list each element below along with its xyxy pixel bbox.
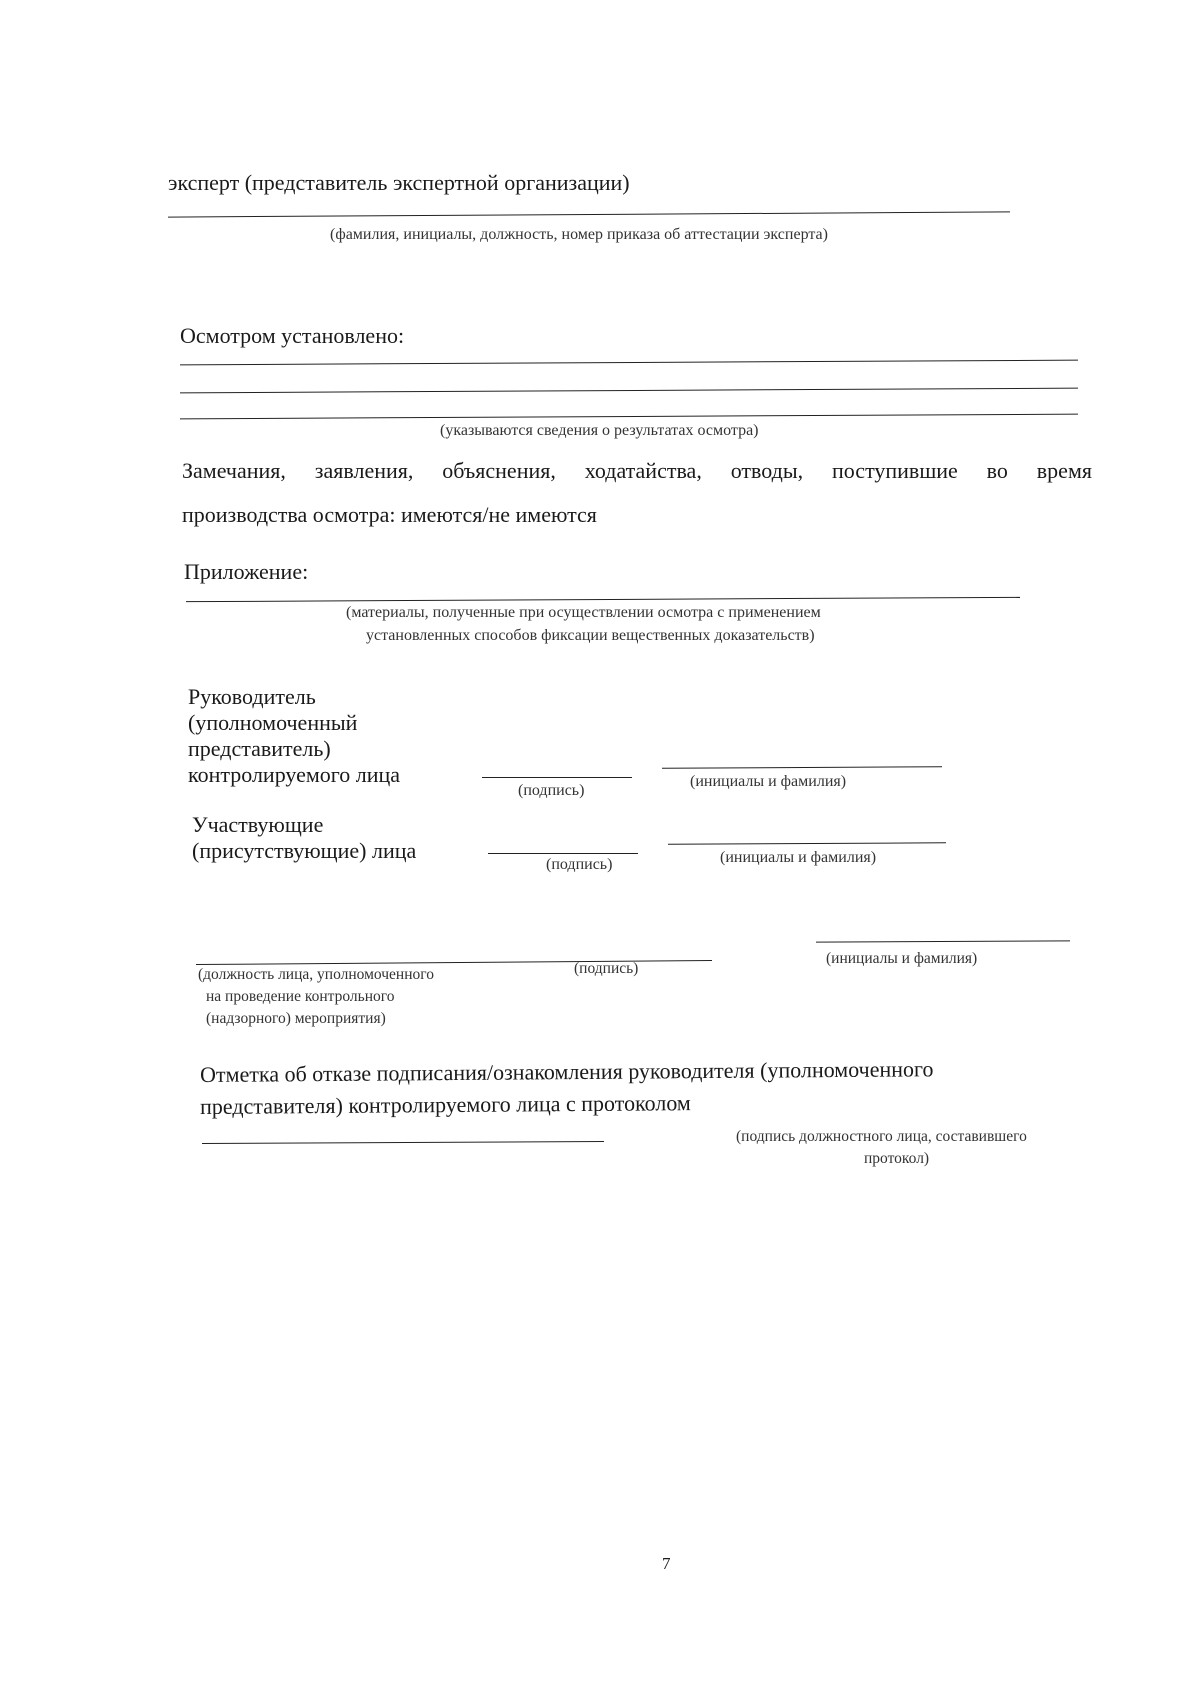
refusal-line-2: представителя) контролируемого лица с протоколом — [200, 1090, 691, 1119]
appendix-caption-2: установленных способов фиксации вещественных доказательств) — [366, 627, 815, 644]
head-signature-line — [482, 777, 632, 778]
head-label-2: (уполномоченный — [188, 710, 358, 735]
appendix-label: Приложение: — [184, 559, 309, 584]
participants-signature-caption: (подпись) — [546, 856, 613, 873]
official-position-caption-3: (надзорного) мероприятия) — [206, 1010, 386, 1027]
refusal-signature-line — [202, 1141, 604, 1144]
refusal-line-1: Отметка об отказе подписания/ознакомления руководителя (уполномоченного — [200, 1056, 934, 1087]
head-label-1: Руководитель — [188, 684, 316, 709]
head-name-caption: (инициалы и фамилия) — [690, 773, 847, 790]
head-name-line — [662, 766, 942, 768]
head-label-3: представитель) — [188, 736, 331, 761]
participants-label-1: Участвующие — [192, 812, 324, 837]
head-label-4: контролируемого лица — [188, 762, 401, 787]
participants-label-2: (присутствующие) лица — [192, 838, 417, 863]
official-name-caption: (инициалы и фамилия) — [826, 950, 978, 967]
appendix-fill-line — [186, 597, 1020, 602]
inspection-label: Осмотром установлено: — [180, 323, 405, 348]
official-position-caption-1: (должность лица, уполномоченного — [198, 966, 434, 983]
participants-name-line — [668, 842, 946, 844]
inspection-caption: (указываются сведения о результатах осмотра) — [440, 422, 759, 439]
remarks-line-2: производства осмотра: имеются/не имеются — [182, 502, 597, 527]
expert-caption: (фамилия, инициалы, должность, номер приказа об аттестации эксперта) — [330, 226, 828, 243]
appendix-caption-1: (материалы, полученные при осуществлении осмотра с применением — [346, 604, 821, 621]
participants-signature-line — [488, 853, 638, 854]
head-signature-caption: (подпись) — [518, 782, 585, 799]
refusal-caption-1: (подпись должностного лица, составившего — [736, 1128, 1027, 1145]
expert-fill-line — [168, 211, 1010, 217]
page-number: 7 — [662, 1554, 671, 1573]
inspection-line-2 — [180, 388, 1078, 394]
inspection-line-3 — [180, 414, 1078, 420]
expert-label: эксперт (представитель экспертной организации) — [168, 170, 630, 195]
remarks-line-1: Замечания, заявления, объяснения, ходатайства, отводы, поступившие во время — [182, 458, 1092, 483]
participants-name-caption: (инициалы и фамилия) — [720, 849, 877, 866]
official-position-caption-2: на проведение контрольного — [206, 988, 395, 1005]
official-name-line — [816, 940, 1070, 942]
refusal-caption-2: протокол) — [864, 1150, 930, 1167]
official-signature-caption: (подпись) — [574, 960, 639, 977]
inspection-line-1 — [180, 360, 1078, 366]
